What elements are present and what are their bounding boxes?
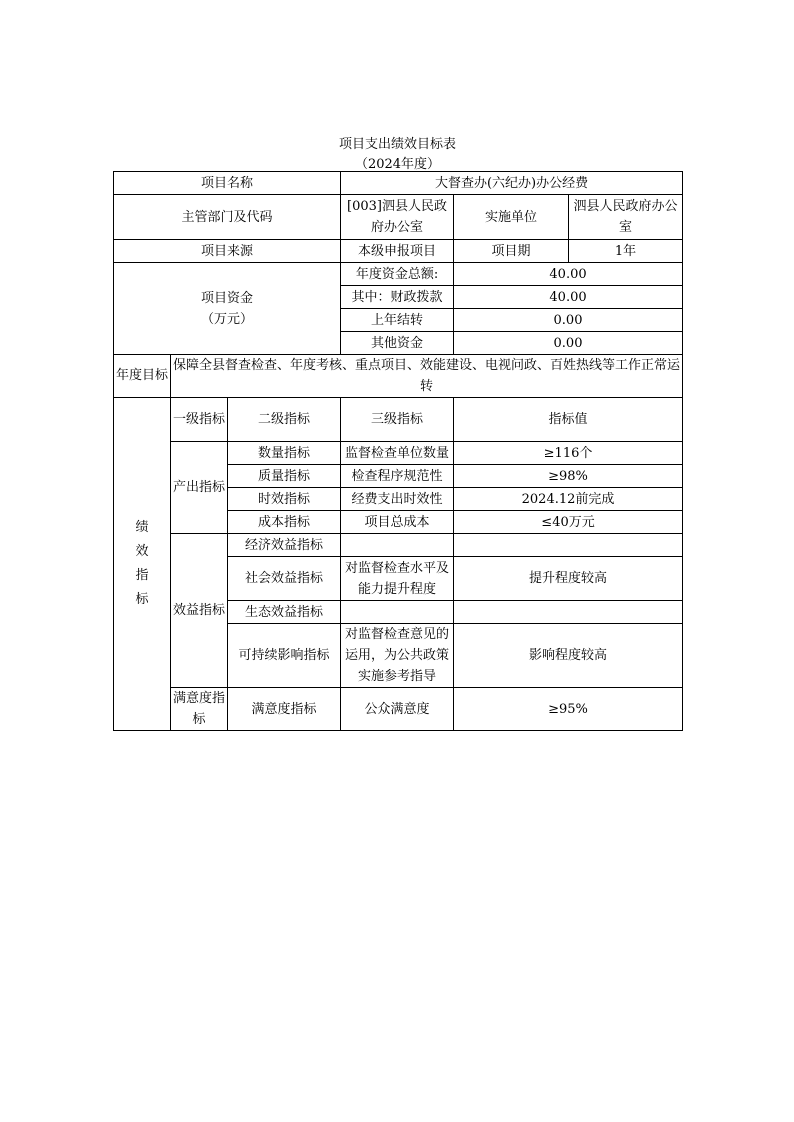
output-value: ≥116个 (454, 442, 683, 465)
funds-item-label: 其中：财政拨款 (341, 286, 454, 309)
header-level3: 三级指标 (341, 398, 454, 442)
benefit-l3: 对监督检查水平及能力提升程度 (341, 557, 454, 601)
funds-item-value: 40.00 (454, 286, 683, 309)
satisfaction-label: 满意度指标 (171, 688, 228, 731)
funds-item-label: 年度资金总额: (341, 263, 454, 286)
funds-label (114, 263, 341, 355)
funds-item-value: 0.00 (454, 309, 683, 332)
benefit-l2: 可持续影响指标 (228, 624, 341, 688)
table-row (114, 442, 683, 465)
impl-unit-value: 泗县人民政府办公室 (569, 195, 683, 240)
output-l3: 监督检查单位数量 (341, 442, 454, 465)
output-l2: 成本指标 (228, 511, 341, 534)
annual-goal-label: 年度目标 (114, 355, 171, 398)
output-l2: 质量指标 (228, 465, 341, 488)
table-row (114, 172, 683, 195)
benefit-value: 影响程度较高 (454, 624, 683, 688)
funds-label-line1: 项目资金 (201, 290, 254, 306)
benefit-value (454, 601, 683, 624)
header-value: 指标值 (454, 398, 683, 442)
perf-indicators-label (114, 398, 171, 731)
dept-value: [003]泗县人民政府办公室 (341, 195, 454, 240)
benefit-label: 效益指标 (171, 534, 228, 688)
header-level2: 二级指标 (228, 398, 341, 442)
output-l3: 项目总成本 (341, 511, 454, 534)
dept-label: 主管部门及代码 (114, 195, 341, 240)
table-row (114, 398, 683, 442)
table-row (114, 355, 683, 398)
table-row (114, 688, 683, 731)
benefit-l2: 社会效益指标 (228, 557, 341, 601)
header-level1: 一级指标 (171, 398, 228, 442)
benefit-value (454, 534, 683, 557)
year-subtitle: （2024年度） (354, 157, 441, 172)
table-row (114, 195, 683, 240)
funds-item-value: 40.00 (454, 263, 683, 286)
source-label: 项目来源 (114, 240, 341, 263)
benefit-l3 (341, 601, 454, 624)
output-l2: 时效指标 (228, 488, 341, 511)
funds-label-line2: （万元） (201, 311, 254, 327)
table-row (114, 534, 683, 557)
benefit-value: 提升程度较高 (454, 557, 683, 601)
period-value: 1年 (569, 240, 683, 263)
output-l2: 数量指标 (228, 442, 341, 465)
output-value: ≤40万元 (454, 511, 683, 534)
output-l3: 检查程序规范性 (341, 465, 454, 488)
funds-item-value: 0.00 (454, 332, 683, 355)
satisfaction-value: ≥95% (454, 688, 683, 731)
performance-target-table (113, 171, 683, 731)
table-row (114, 263, 683, 286)
output-l3: 经费支出时效性 (341, 488, 454, 511)
benefit-l3: 对监督检查意见的运用，为公共政策实施参考指导 (341, 624, 454, 688)
funds-item-label: 上年结转 (341, 309, 454, 332)
table-row (114, 240, 683, 263)
page-title: 项目支出绩效目标表 (338, 137, 456, 152)
output-value: 2024.12前完成 (454, 488, 683, 511)
annual-goal-text: 保障全县督查检查、年度考核、重点项目、效能建设、电视问政、百姓热线等工作正常运转 (171, 355, 683, 398)
output-label: 产出指标 (171, 442, 228, 534)
funds-item-label: 其他资金 (341, 332, 454, 355)
project-name-label: 项目名称 (114, 172, 341, 195)
period-label: 项目期 (454, 240, 569, 263)
project-name-value: 大督查办(六纪办)办公经费 (341, 172, 683, 195)
source-value: 本级申报项目 (341, 240, 454, 263)
satisfaction-l2: 满意度指标 (228, 688, 341, 731)
output-value: ≥98% (454, 465, 683, 488)
benefit-l3 (341, 534, 454, 557)
benefit-l2: 经济效益指标 (228, 534, 341, 557)
benefit-l2: 生态效益指标 (228, 601, 341, 624)
impl-unit-label: 实施单位 (454, 195, 569, 240)
perf-label-text: 绩效指标 (135, 520, 149, 607)
satisfaction-l3: 公众满意度 (341, 688, 454, 731)
